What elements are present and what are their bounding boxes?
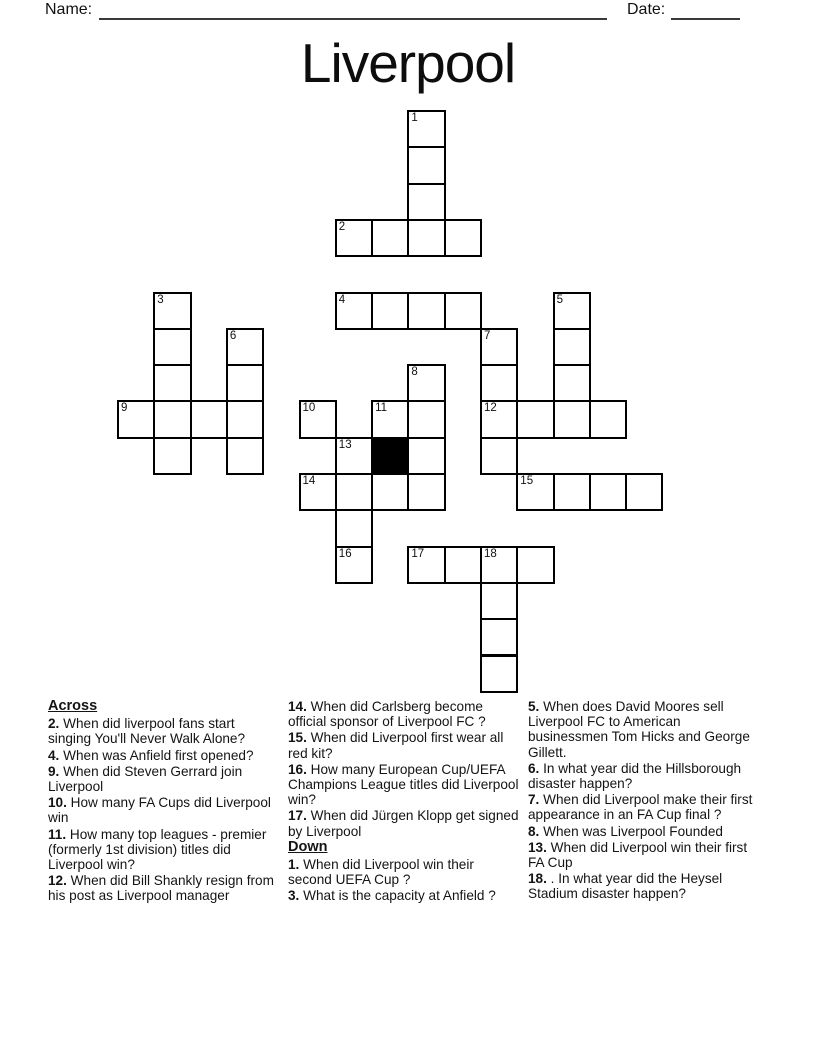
clues-column-3 xyxy=(528,699,760,903)
cell-r6c1[interactable] xyxy=(153,328,191,366)
cell-r10c13[interactable] xyxy=(589,473,627,511)
cell-r10c8[interactable] xyxy=(407,473,445,511)
clue-across-17 xyxy=(288,808,520,838)
cell-r9c3[interactable] xyxy=(226,437,264,475)
cell-r3c6[interactable] xyxy=(335,219,373,257)
clue-number: 8. xyxy=(528,823,540,839)
clue-text: When did Liverpool make their first appearance in an FA Cup final ? xyxy=(528,792,753,823)
cell-r5c8[interactable] xyxy=(407,292,445,330)
clue-number: 18. xyxy=(528,871,547,887)
cell-number-17: 17 xyxy=(411,547,425,560)
clue-down-7 xyxy=(528,792,760,822)
cell-r8c0[interactable] xyxy=(117,400,155,438)
cell-r7c10[interactable] xyxy=(480,364,518,402)
clue-across-2 xyxy=(48,716,280,746)
clue-text: When did Liverpool win their second UEFA Cup ? xyxy=(288,857,474,888)
cell-r10c7[interactable] xyxy=(371,473,409,511)
clue-number: 16. xyxy=(288,761,307,777)
cell-r10c12[interactable] xyxy=(553,473,591,511)
clue-number: 4. xyxy=(48,747,60,763)
cell-r8c12[interactable] xyxy=(553,400,591,438)
clue-across-11 xyxy=(48,827,280,873)
clue-text: When did Steven Gerrard join Liverpool xyxy=(48,763,243,795)
cell-r12c9[interactable] xyxy=(444,546,482,584)
cell-r7c1[interactable] xyxy=(153,364,191,402)
clue-number: 1. xyxy=(288,857,300,873)
cell-r8c8[interactable] xyxy=(407,400,445,438)
cell-r6c10[interactable] xyxy=(480,328,518,366)
cell-r9c6[interactable] xyxy=(335,437,373,475)
cell-number-12: 12 xyxy=(484,402,497,415)
cell-number-7: 7 xyxy=(484,329,491,342)
cell-r8c2[interactable] xyxy=(190,400,228,438)
cell-number-13: 13 xyxy=(338,438,352,451)
clue-down-13 xyxy=(528,840,760,870)
cell-r7c8[interactable] xyxy=(407,364,445,402)
cell-r12c6[interactable] xyxy=(335,546,373,584)
cell-r12c8[interactable] xyxy=(407,546,445,584)
clue-number: 6. xyxy=(528,760,540,776)
clue-text: When was Liverpool Founded xyxy=(539,823,723,839)
cell-r9c8[interactable] xyxy=(407,437,445,475)
cell-r10c5[interactable] xyxy=(299,473,337,511)
date-label: Date: xyxy=(627,1,666,18)
clue-text: When did Jürgen Klopp get signed by Liverpool xyxy=(288,808,519,839)
cell-r5c6[interactable] xyxy=(335,292,373,330)
cell-number-9: 9 xyxy=(121,402,128,415)
cell-r5c1[interactable] xyxy=(153,292,191,330)
clue-number: 5. xyxy=(528,699,540,714)
clue-across-9 xyxy=(48,764,280,794)
clue-number: 12. xyxy=(48,873,67,889)
cell-r10c14[interactable] xyxy=(625,473,663,511)
cell-r11c6[interactable] xyxy=(335,509,373,547)
clue-across-16 xyxy=(288,762,520,808)
cell-number-10: 10 xyxy=(302,402,316,415)
clue-down-5 xyxy=(528,699,760,760)
cell-number-16: 16 xyxy=(338,547,352,560)
clue-number: 13. xyxy=(528,839,547,855)
clue-down-1 xyxy=(288,857,520,887)
clue-down-3 xyxy=(288,888,520,903)
clue-across-10 xyxy=(48,795,280,825)
cell-r6c12[interactable] xyxy=(553,328,591,366)
clue-number: 17. xyxy=(288,808,307,824)
cell-number-3: 3 xyxy=(157,293,164,306)
cell-r8c1[interactable] xyxy=(153,400,191,438)
clue-text: In what year did the Hillsborough disaster happen? xyxy=(528,760,742,792)
clues-heading-across: Across xyxy=(48,698,98,714)
clue-text: How many top leagues - premier (formerly 1st division) titles did Liverpool win? xyxy=(48,826,267,873)
clue-text: When did Liverpool first wear all red kit? xyxy=(288,730,504,761)
clue-down-6 xyxy=(528,761,760,791)
cell-number-6: 6 xyxy=(229,329,237,342)
clues-column-2 xyxy=(288,699,520,905)
clue-number: 10. xyxy=(48,795,67,811)
clue-text: When did liverpool fans start singing You'll Never Walk Alone? xyxy=(48,716,246,747)
cell-number-5: 5 xyxy=(556,293,563,306)
cell-r9c10[interactable] xyxy=(480,437,518,475)
clues-heading-down: Down xyxy=(288,838,328,855)
cell-number-14: 14 xyxy=(302,475,316,487)
cell-number-8: 8 xyxy=(411,366,418,379)
clue-text: When did Bill Shankly resign from his post as Liverpool manager xyxy=(48,873,274,904)
cell-r3c8[interactable] xyxy=(407,219,445,257)
cell-r5c9[interactable] xyxy=(444,292,482,330)
clue-text: How many FA Cups did Liverpool win xyxy=(48,795,271,826)
cell-r3c9[interactable] xyxy=(444,219,482,257)
cell-number-1: 1 xyxy=(411,112,418,124)
cell-r0c8[interactable] xyxy=(407,110,445,148)
puzzle-title: Liverpool xyxy=(300,32,516,94)
cell-r8c7[interactable] xyxy=(371,400,409,438)
cell-r10c6[interactable] xyxy=(335,473,373,511)
clue-text: What is the capacity at Anfield ? xyxy=(299,888,496,904)
clues-column-1 xyxy=(48,699,280,905)
cell-r15c10[interactable] xyxy=(480,655,518,693)
clue-text: When did Liverpool win their first FA Cup xyxy=(528,839,748,871)
cell-r8c3[interactable] xyxy=(226,400,264,438)
cell-number-15: 15 xyxy=(520,475,534,487)
clue-down-18 xyxy=(528,871,760,901)
clue-number: 14. xyxy=(288,699,307,714)
cell-r2c8[interactable] xyxy=(407,183,445,221)
name-label: Name: xyxy=(45,1,93,18)
cell-r7c12[interactable] xyxy=(553,364,591,402)
clue-text: When was Anfield first opened? xyxy=(59,747,254,763)
cell-r10c11[interactable] xyxy=(516,473,554,511)
clue-text: . In what year did the Heysel Stadium disaster happen? xyxy=(528,871,723,902)
cell-number-4: 4 xyxy=(338,293,346,306)
clue-number: 9. xyxy=(48,763,60,779)
clue-across-4 xyxy=(48,748,280,763)
cell-number-2: 2 xyxy=(338,220,346,233)
cell-r5c12[interactable] xyxy=(553,292,591,330)
clue-text: How many European Cup/UEFA Champions League titles did Liverpool win? xyxy=(288,761,519,808)
clue-across-15 xyxy=(288,730,520,760)
clue-number: 2. xyxy=(48,716,60,732)
clue-number: 15. xyxy=(288,730,307,746)
cell-r12c10[interactable] xyxy=(480,546,518,584)
clue-across-14 xyxy=(288,699,520,729)
cell-number-11: 11 xyxy=(375,402,388,415)
clue-text: When did Carlsberg become official sponsor of Liverpool FC ? xyxy=(288,699,486,730)
cell-r8c13[interactable] xyxy=(589,400,627,438)
cell-r6c3[interactable] xyxy=(226,328,264,366)
cell-r12c11[interactable] xyxy=(516,546,554,584)
clue-number: 3. xyxy=(288,888,300,904)
clue-number: 7. xyxy=(528,792,540,808)
cell-r1c8[interactable] xyxy=(407,146,445,184)
cell-r8c5[interactable] xyxy=(299,400,337,438)
cell-r14c10[interactable] xyxy=(480,618,518,656)
clue-text: When does David Moores sell Liverpool FC to American businessmen Tom Hicks and George Gillett. xyxy=(528,699,750,760)
clue-across-12 xyxy=(48,873,280,903)
clue-number: 11. xyxy=(48,826,67,842)
cell-r3c7[interactable] xyxy=(371,219,409,257)
cell-r7c3[interactable] xyxy=(226,364,264,402)
cell-number-18: 18 xyxy=(484,547,497,560)
clue-down-8 xyxy=(528,824,760,839)
cell-r5c7[interactable] xyxy=(371,292,409,330)
cell-r8c11[interactable] xyxy=(516,400,554,438)
cell-r9c1[interactable] xyxy=(153,437,191,475)
black-cell xyxy=(371,437,409,475)
cell-r8c10[interactable] xyxy=(480,400,518,438)
cell-r13c10[interactable] xyxy=(480,582,518,620)
